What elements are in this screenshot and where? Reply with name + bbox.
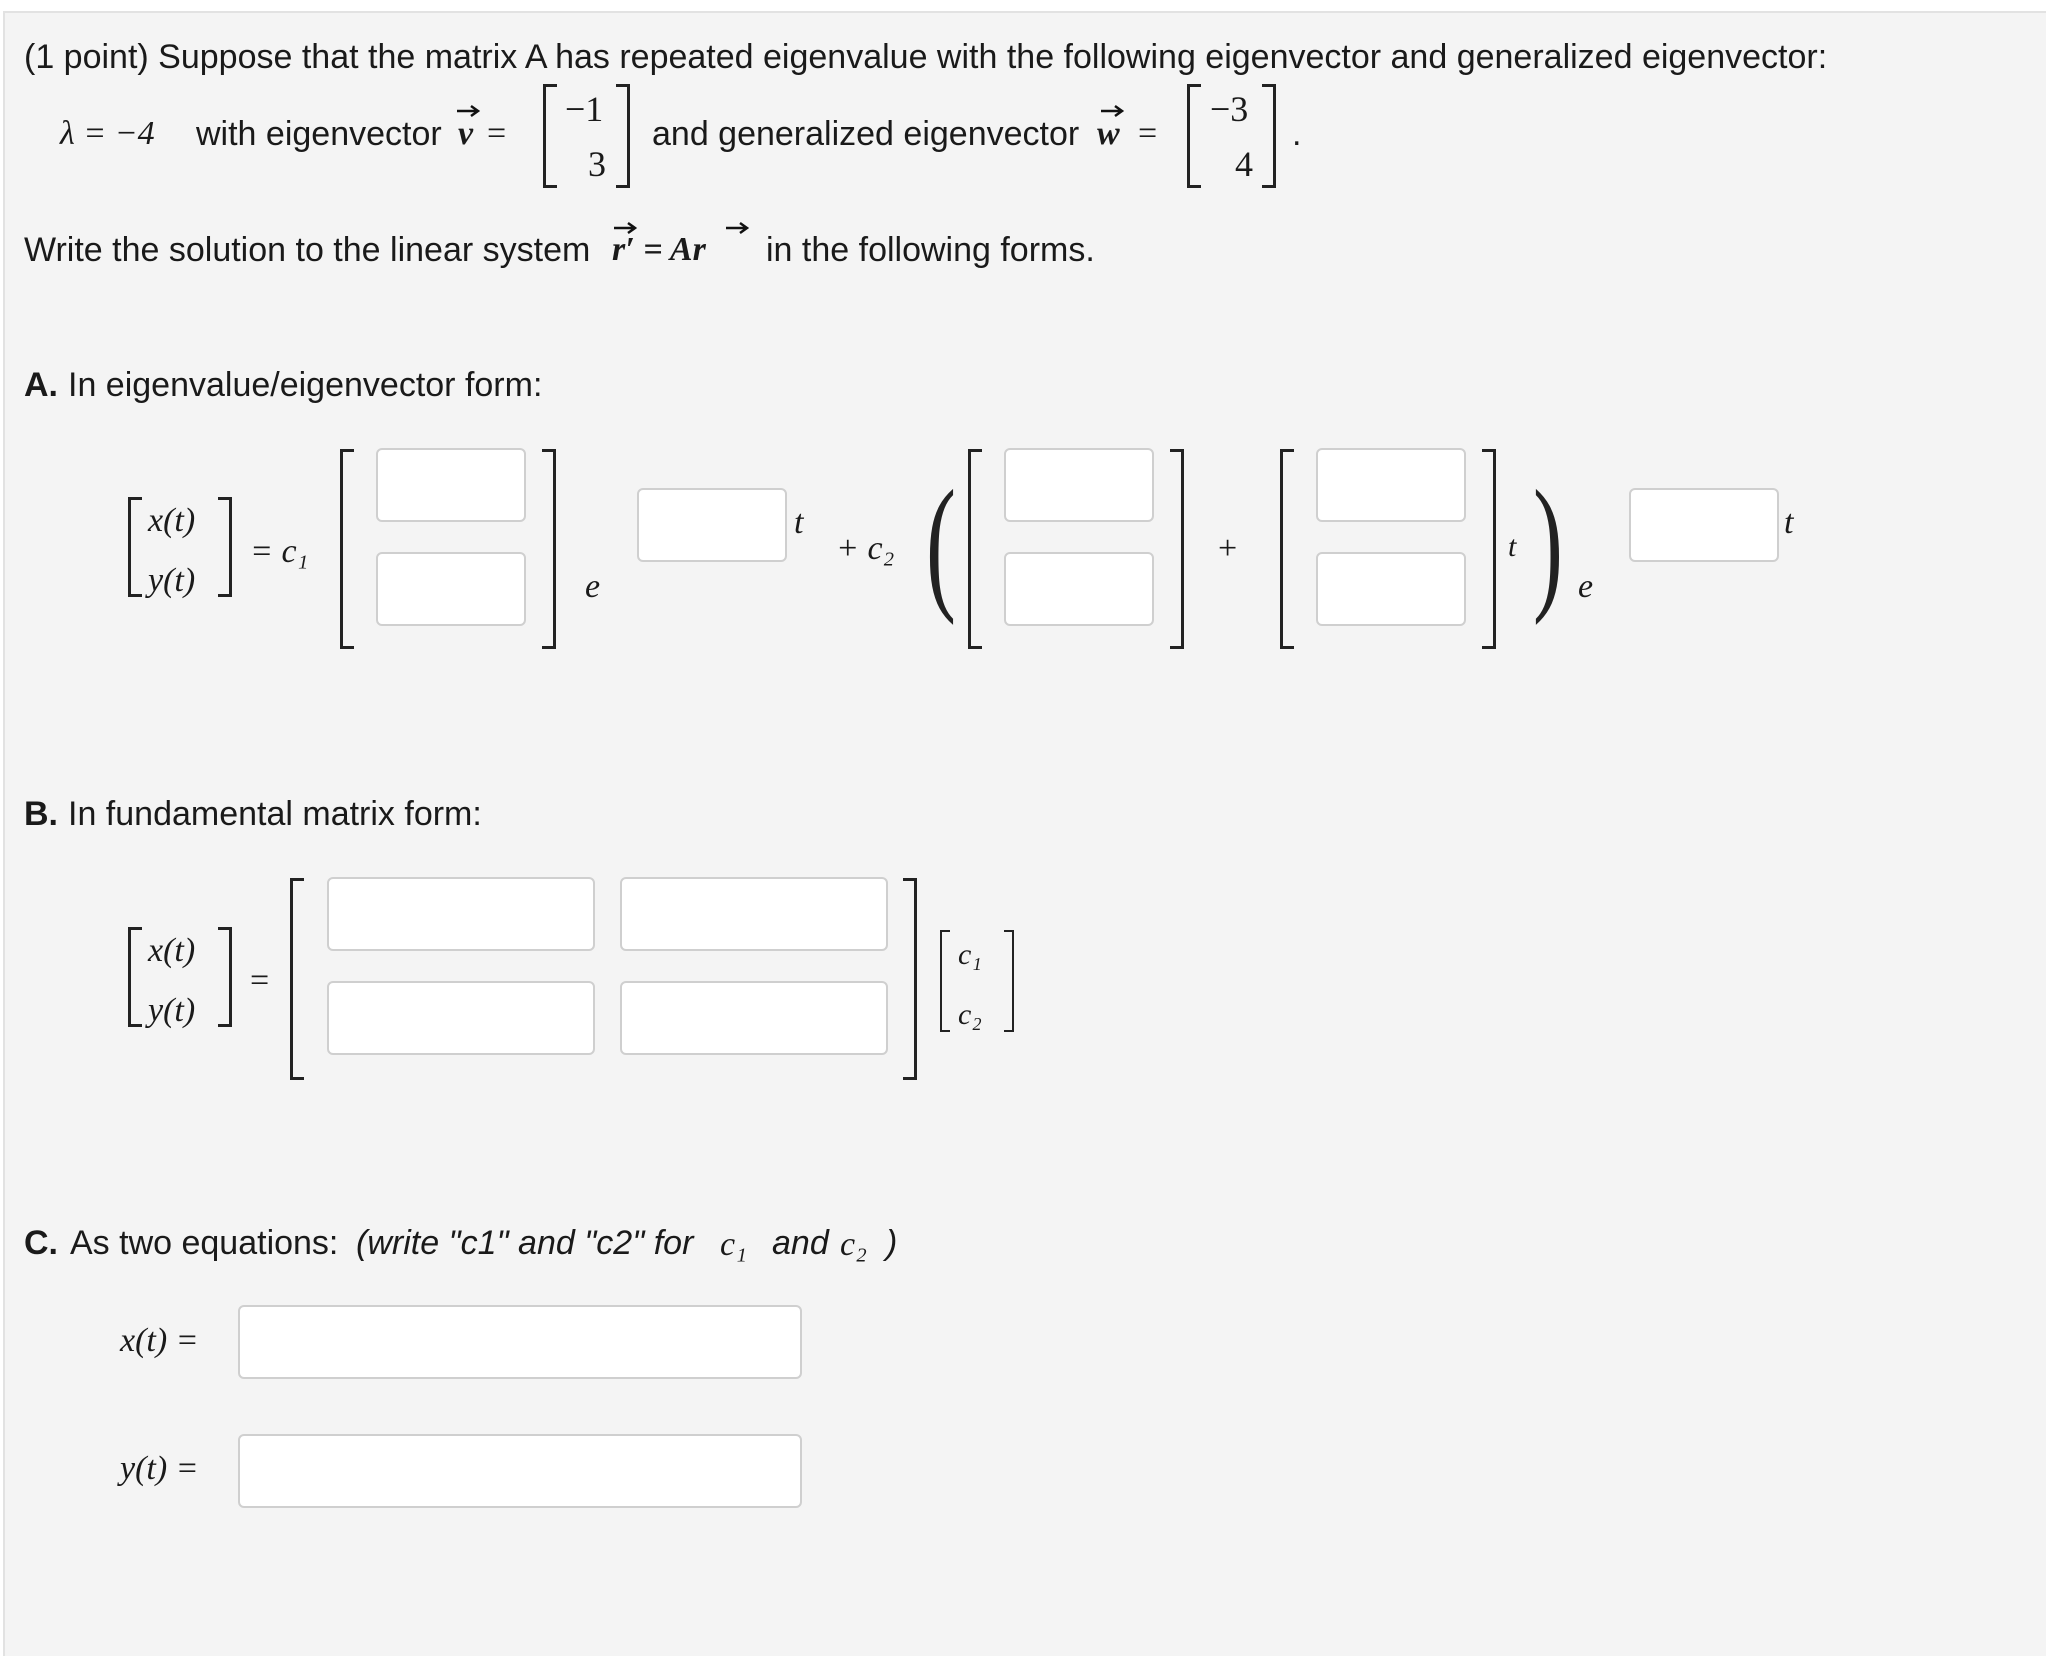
part-c-label: C. <box>24 1224 58 1262</box>
vec3-bracket-right <box>1482 449 1496 649</box>
vec2-bracket-right <box>1170 449 1184 649</box>
c2-entry: c₂ <box>958 998 982 1031</box>
part-c-title: As two equations: <box>70 1224 339 1262</box>
xy-bracket-right <box>218 497 232 597</box>
vector-arrow-icon <box>455 105 481 117</box>
part-a-vec1-top-input[interactable] <box>376 448 526 522</box>
xy-bracket-left <box>128 497 142 597</box>
part-a-vec3-bottom-input[interactable] <box>1316 552 1466 626</box>
part-a-exponent2-input[interactable] <box>1629 488 1779 562</box>
x-of-t: x(t) <box>148 502 196 539</box>
part-c-and: and <box>772 1224 829 1262</box>
vec3-bracket-left <box>1280 449 1294 649</box>
exp-e-2: e <box>1578 568 1594 605</box>
part-b-title: In fundamental matrix form: <box>68 795 482 833</box>
part-b-label: B. <box>24 795 58 833</box>
v-bracket-left <box>543 84 557 188</box>
v-entry-2: 3 <box>588 144 606 184</box>
vector-arrow-icon <box>1099 105 1125 117</box>
matrix-entry-22-input[interactable] <box>620 981 888 1055</box>
and-generalized-text: and generalized eigenvector <box>652 115 1080 153</box>
c1-entry: c₁ <box>958 938 982 971</box>
matrix-entry-11-input[interactable] <box>327 877 595 951</box>
matrix-bracket-left <box>290 878 304 1080</box>
equals-sign-b: = <box>250 962 270 999</box>
part-a-exponent1-input[interactable] <box>637 488 787 562</box>
t-2: t <box>1784 504 1794 541</box>
y-equals-label: y(t) = <box>120 1450 199 1487</box>
c-bracket-right <box>1004 930 1014 1032</box>
equals-c1: = c₁ <box>250 533 309 570</box>
plus-c2: + c₂ <box>836 530 895 567</box>
part-c-c1: c₁ <box>720 1226 747 1263</box>
equals-sign: = <box>487 115 507 152</box>
y-equation-input[interactable] <box>238 1434 802 1508</box>
part-a-title: In eigenvalue/eigenvector form: <box>68 366 543 404</box>
w-bracket-left <box>1187 84 1201 188</box>
y-of-t-b: y(t) <box>148 992 196 1029</box>
v-symbol: v <box>458 115 474 152</box>
equals-sign: = <box>1138 115 1158 152</box>
vector-arrow-icon <box>724 222 750 234</box>
y-of-t: y(t) <box>148 562 196 599</box>
w-entry-2: 4 <box>1235 144 1253 184</box>
t-inner: t <box>1508 530 1517 563</box>
vec1-bracket-right <box>542 449 556 649</box>
part-a-label: A. <box>24 366 58 404</box>
vec2-bracket-left <box>968 449 982 649</box>
part-c-c2: c₂ <box>840 1226 867 1263</box>
t-1: t <box>794 504 804 541</box>
matrix-bracket-right <box>903 878 917 1080</box>
v-entry-1: −1 <box>565 89 604 129</box>
exp-e-1: e <box>585 568 601 605</box>
x-equation-input[interactable] <box>238 1305 802 1379</box>
w-entry-1: −3 <box>1210 89 1249 129</box>
system-equation: r′ = Ar <box>612 231 706 268</box>
part-c-close-paren: ) <box>886 1224 898 1262</box>
matrix-entry-21-input[interactable] <box>327 981 595 1055</box>
open-paren: ( <box>925 460 956 626</box>
period: . <box>1292 115 1302 153</box>
part-a-vec2-top-input[interactable] <box>1004 448 1154 522</box>
problem-intro: (1 point) Suppose that the matrix A has repeated eigenvalue with the following eigenvector and generalized eigenvector: <box>24 38 1828 76</box>
eigenvalue-lambda: λ = −4 <box>60 115 155 152</box>
part-a-vec1-bottom-input[interactable] <box>376 552 526 626</box>
v-bracket-right <box>616 84 630 188</box>
w-symbol: w <box>1097 115 1120 152</box>
xy-bracket-left-b <box>128 927 142 1027</box>
x-equals-label: x(t) = <box>120 1322 199 1359</box>
part-a-vec3-top-input[interactable] <box>1316 448 1466 522</box>
part-a-vec2-bottom-input[interactable] <box>1004 552 1154 626</box>
x-of-t-b: x(t) <box>148 932 196 969</box>
c-bracket-left <box>940 930 950 1032</box>
system-suffix: in the following forms. <box>766 231 1095 269</box>
with-eigenvector-text: with eigenvector <box>196 115 442 153</box>
matrix-entry-12-input[interactable] <box>620 877 888 951</box>
vec1-bracket-left <box>340 449 354 649</box>
w-bracket-right <box>1262 84 1276 188</box>
part-c-note: (write "c1" and "c2" for <box>356 1224 694 1262</box>
xy-bracket-right-b <box>218 927 232 1027</box>
plus-sign: + <box>1218 530 1238 567</box>
close-paren: ) <box>1532 460 1563 626</box>
system-prefix: Write the solution to the linear system <box>24 231 591 269</box>
